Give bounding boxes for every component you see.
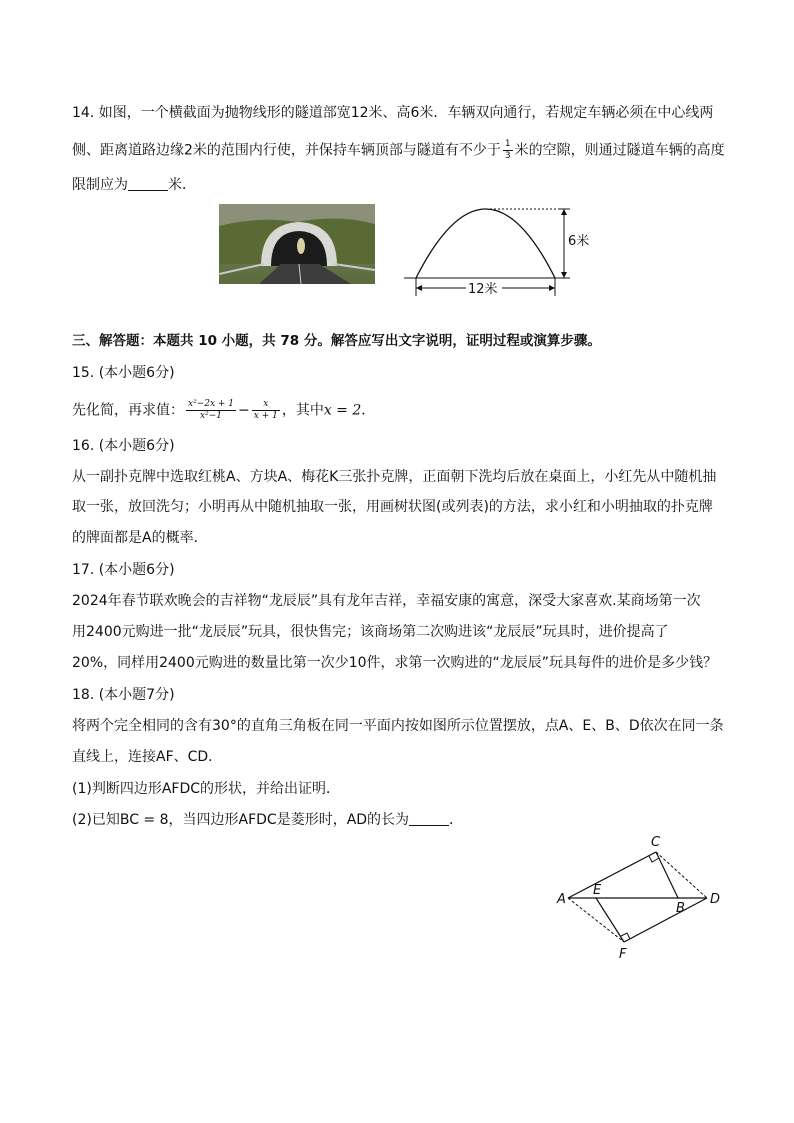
q15-body	[72, 399, 375, 422]
parabola-diagram	[398, 198, 598, 302]
dashed-CD	[656, 852, 707, 898]
label-D: D	[710, 892, 721, 907]
section-heading: 三、解答题：本题共 10 小题，共 78 分。解答应写出文字说明，证明过程或演算步骤。	[72, 333, 601, 349]
q18-line-2: 直线上，连接AF、CD．	[72, 749, 223, 765]
fraction-denominator: 3	[504, 151, 511, 161]
segment-CB	[656, 852, 678, 898]
tunnel-photo	[219, 204, 375, 284]
fraction-denominator: x + 1	[253, 411, 278, 421]
q17-line-2: 用2400元购进一批“龙辰辰”玩具，很快售完；该商场第二次购进该“龙辰辰”玩具时，进价提高了	[72, 624, 669, 640]
q15-text-c: ．	[361, 402, 376, 419]
q14-line-3-b: 米．	[168, 177, 196, 193]
q14-line-2-a: 侧、距离道路边缘2米的范围内行使，并保持车辆顶部与隧道有不少于	[72, 142, 501, 159]
q15-fraction-1	[186, 399, 236, 422]
geometry-figure	[552, 830, 732, 965]
q16-title: 16. (本小题6分)	[72, 438, 175, 454]
q14-line-3	[72, 175, 196, 195]
q14-line-3-a: 限制应为	[72, 177, 128, 193]
right-angle-C	[649, 856, 659, 862]
q14-line-1: 14. 如图，一个横截面为抛物线形的隧道部宽12米、高6米．车辆双向通行，若规定车辆必须在中心线两	[72, 105, 714, 121]
segment-AC	[568, 852, 656, 898]
q18-part-2-b: ．	[449, 812, 464, 828]
q14-line-2	[72, 139, 725, 162]
q18-part-1: (1)判断四边形AFDC的形状，并给出证明．	[72, 781, 341, 797]
parabola-curve	[416, 209, 555, 278]
label-F: F	[619, 947, 627, 962]
segment-FD	[624, 898, 707, 942]
q18-part-2-a: (2)已知BC = 8，当四边形AFDC是菱形时，AD的长为	[72, 812, 410, 828]
label-A: A	[557, 892, 566, 907]
fraction-numerator: 1	[504, 139, 511, 149]
fraction-denominator: x²−1	[200, 411, 222, 421]
q15-text-a: 先化简，再求值：	[72, 402, 184, 419]
q17-line-3: 20%，同样用2400元购进的数量比第一次少10件，求第一次购进的“龙辰辰”玩具每件的进价是多少钱？	[72, 655, 718, 671]
width-label: 12米	[468, 282, 498, 297]
label-B: B	[676, 901, 685, 916]
q18-title: 18. (本小题7分)	[72, 687, 175, 703]
q17-line-1: 2024年春节联欢晚会的吉祥物“龙辰辰”具有龙年吉祥，幸福安康的寓意，深受大家喜欢.某商场第一次	[72, 593, 701, 609]
q16-line-2: 取一张，放回洗匀；小明再从中随机抽取一张，用画树状图(或列表)的方法，求小红和小明抽取的扑克牌	[72, 499, 713, 515]
answer-blank	[409, 811, 449, 826]
answer-blank	[128, 176, 168, 191]
label-E: E	[593, 883, 602, 898]
q14-line-2-b: 米的空隙，则通过隧道车辆的高度	[514, 142, 725, 159]
q15-text-b: ，其中	[281, 402, 324, 419]
label-C: C	[651, 835, 661, 850]
right-angle-F	[621, 933, 630, 939]
segment-EF	[596, 898, 624, 942]
q16-line-1: 从一副扑克牌中选取红桃A、方块A、梅花K三张扑克牌，正面朝下洗均后放在桌面上，小红先从中随机抽	[72, 469, 717, 485]
q15-fraction-2	[252, 399, 280, 422]
q18-part-2	[72, 810, 463, 830]
q14-fraction	[503, 139, 513, 162]
minus-sign: −	[238, 402, 250, 419]
q15-title: 15. (本小题6分)	[72, 365, 175, 381]
fraction-numerator: x²−2x + 1	[188, 399, 235, 409]
q18-line-1: 将两个完全相同的含有30°的直角三角板在同一平面内按如图所示位置摆放，点A、E、B、D依次在同一条	[72, 718, 724, 734]
fraction-numerator: x	[252, 399, 280, 411]
dashed-AF	[568, 898, 624, 942]
q15-condition: x = 2	[323, 402, 362, 419]
q16-line-3: 的牌面都是A的概率．	[72, 530, 208, 546]
q17-title: 17. (本小题6分)	[72, 562, 175, 578]
height-label: 6米	[568, 234, 590, 249]
